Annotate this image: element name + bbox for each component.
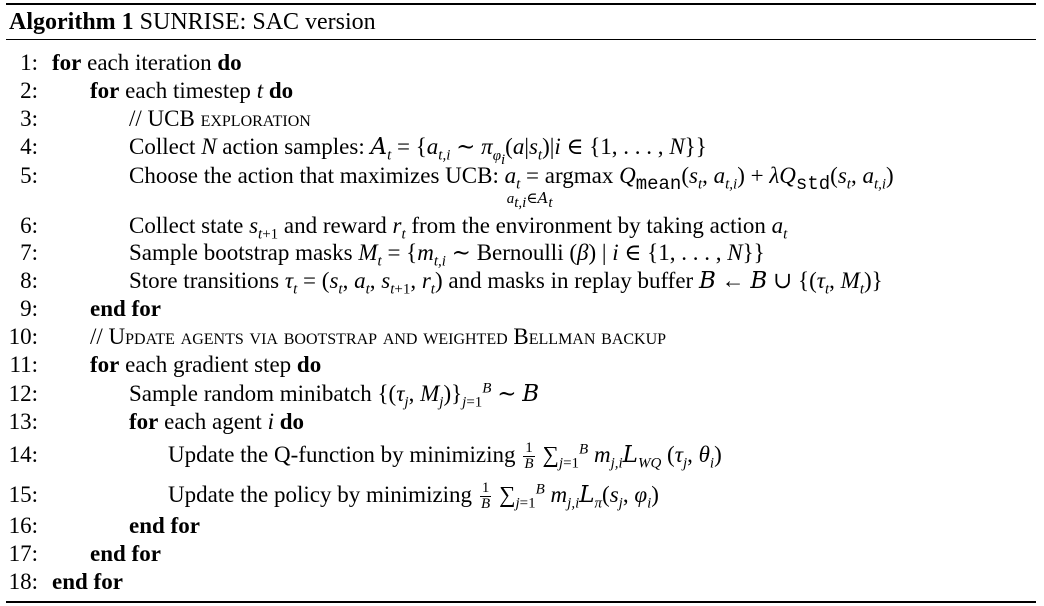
line-number: 18: (8, 569, 38, 594)
math-action-set: $A_t = \{a_{t,i}$ ∼ $\pi_{\varphi_i}(a|s_t)|i$ ∈ {1, . . . , N}} (370, 134, 707, 168)
algorithm-title: SUNRISE: SAC version (139, 9, 376, 35)
comment-smallcaps: exploration (200, 106, 311, 131)
line-text: Collect (129, 134, 202, 159)
line-number: 16: (8, 513, 38, 538)
bernoulli-label: Bernoulli (476, 240, 564, 265)
line-text: each iteration (81, 50, 218, 75)
line-number: 2: (20, 78, 38, 103)
line-text: each timestep (119, 78, 257, 103)
top-rule (6, 3, 1036, 5)
keyword: for (52, 50, 82, 75)
keyword: for (90, 352, 120, 377)
var-t: t (256, 78, 264, 103)
keyword-do: do (279, 409, 304, 434)
comment: // U (90, 324, 126, 349)
algo-line-17 (0, 539, 1044, 569)
math-ucb: $a_t = argmax$ $a_{t,i}\in A_t$ $Q_{mean}(s_t$, $a_{t,i}) + \lambda Q_{std}(s_t$, $a_{t,i}$) (504, 163, 894, 211)
keyword-end-for: end for (90, 541, 161, 566)
algorithm-label: Algorithm 1 (9, 9, 134, 35)
comment: // UCB (129, 106, 201, 131)
algo-line-18 (0, 567, 1044, 597)
line-text: Choose the action that maximizes UCB: (129, 163, 505, 188)
line-number: 10: (8, 324, 38, 349)
line-number: 14: (8, 442, 38, 467)
keyword-do: do (296, 352, 322, 377)
line-number: 11: (9, 352, 38, 377)
algo-line-12: 12: Sample random minibatch {($\tau_j$, $M_j)\}_{j=1}^B$ ∼ B (0, 379, 1044, 409)
line-text: each agent (158, 409, 268, 434)
keyword-end-for: end for (129, 513, 200, 538)
algo-line-3 (0, 104, 1044, 134)
line-text: Store transitions (129, 268, 285, 293)
line-text: each gradient step (119, 352, 297, 377)
q-mean-label: mean (635, 172, 682, 195)
line-number: 15: (8, 482, 38, 507)
bottom-rule (6, 601, 1036, 603)
comment-smallcaps: pdate agents via bootstrap and weighted (125, 324, 514, 349)
line-text-2: and reward (278, 213, 393, 238)
keyword-end-for: end for (90, 296, 161, 321)
algo-line-5 (0, 161, 1044, 211)
line-number: 13: (8, 409, 38, 434)
algo-line-7: 7: Sample bootstrap masks $M_t = \{m_{t,i}$ ∼ Bernoulli (β) | i ∈ {1, . . . , N}} (0, 238, 1044, 268)
line-text-3: from the environment by taking action (405, 213, 772, 238)
line-number: 3: (20, 106, 38, 131)
line-number: 5: (20, 163, 38, 188)
line-number: 12: (8, 381, 38, 406)
algo-line-11 (0, 350, 1044, 380)
line-text: Sample random minibatch (129, 381, 378, 406)
keyword: for (129, 409, 159, 434)
line-text: Update the Q-function by minimizing (168, 442, 522, 467)
algo-line-2 (0, 76, 1044, 106)
algo-line-4 (0, 132, 1044, 168)
line-text: Collect state (129, 213, 250, 238)
algo-line-1 (0, 48, 1044, 78)
algo-line-15: 15: Update the policy by minimizing $\frac{1}{B}$ $\sum_{j=1}^B$ $m_{j,i}L_\pi(s_j$, $\varphi_i$) (0, 480, 1044, 510)
line-number: 9: (20, 296, 38, 321)
keyword-do: do (268, 78, 294, 103)
algo-line-10 (0, 322, 1044, 352)
var-i: i (267, 409, 274, 434)
algorithm-header (9, 7, 376, 37)
var-N: N (201, 134, 217, 159)
line-number: 7: (20, 240, 38, 265)
keyword: for (90, 78, 120, 103)
line-number: 4: (20, 134, 38, 159)
line-text: Update the policy by minimizing (168, 482, 478, 507)
header-rule (6, 39, 1036, 40)
algo-line-16 (0, 511, 1044, 541)
keyword-end-for: end for (52, 569, 123, 594)
algo-line-8: 8: Store transitions $\tau_t = (s_t$, $a_t$, $s_{t+1}$, $r_t$) and masks in replay buffer B ← B ∪ {($\tau_t$, $M_t$)} (0, 266, 1044, 296)
line-number: 8: (20, 268, 38, 293)
line-number: 6: (20, 213, 38, 238)
comment-2: B (513, 324, 529, 349)
line-text-2: action samples: (216, 134, 371, 159)
comment-smallcaps-2: ellman backup (528, 324, 667, 349)
keyword-do: do (217, 50, 242, 75)
argmax-op: argmax (544, 163, 614, 188)
algo-line-13 (0, 407, 1044, 437)
line-text-2: and masks in replay buffer (442, 268, 699, 293)
algo-line-6: 6: Collect state $s_{t+1}$ and reward $r_t$ from the environment by taking action $a_t$ (0, 211, 1044, 241)
line-number: 17: (8, 541, 38, 566)
line-number: 1: (20, 50, 38, 75)
line-text: Sample bootstrap masks (129, 240, 359, 265)
q-std-label: std (795, 172, 831, 195)
algo-line-14: 14: Update the Q-function by minimizing $\frac{1}{B}$ $\sum_{j=1}^B$ $m_{j,i}L_{WQ}$ ($\tau_j$, $\theta_i$) (0, 440, 1044, 470)
algo-line-9 (0, 294, 1044, 324)
